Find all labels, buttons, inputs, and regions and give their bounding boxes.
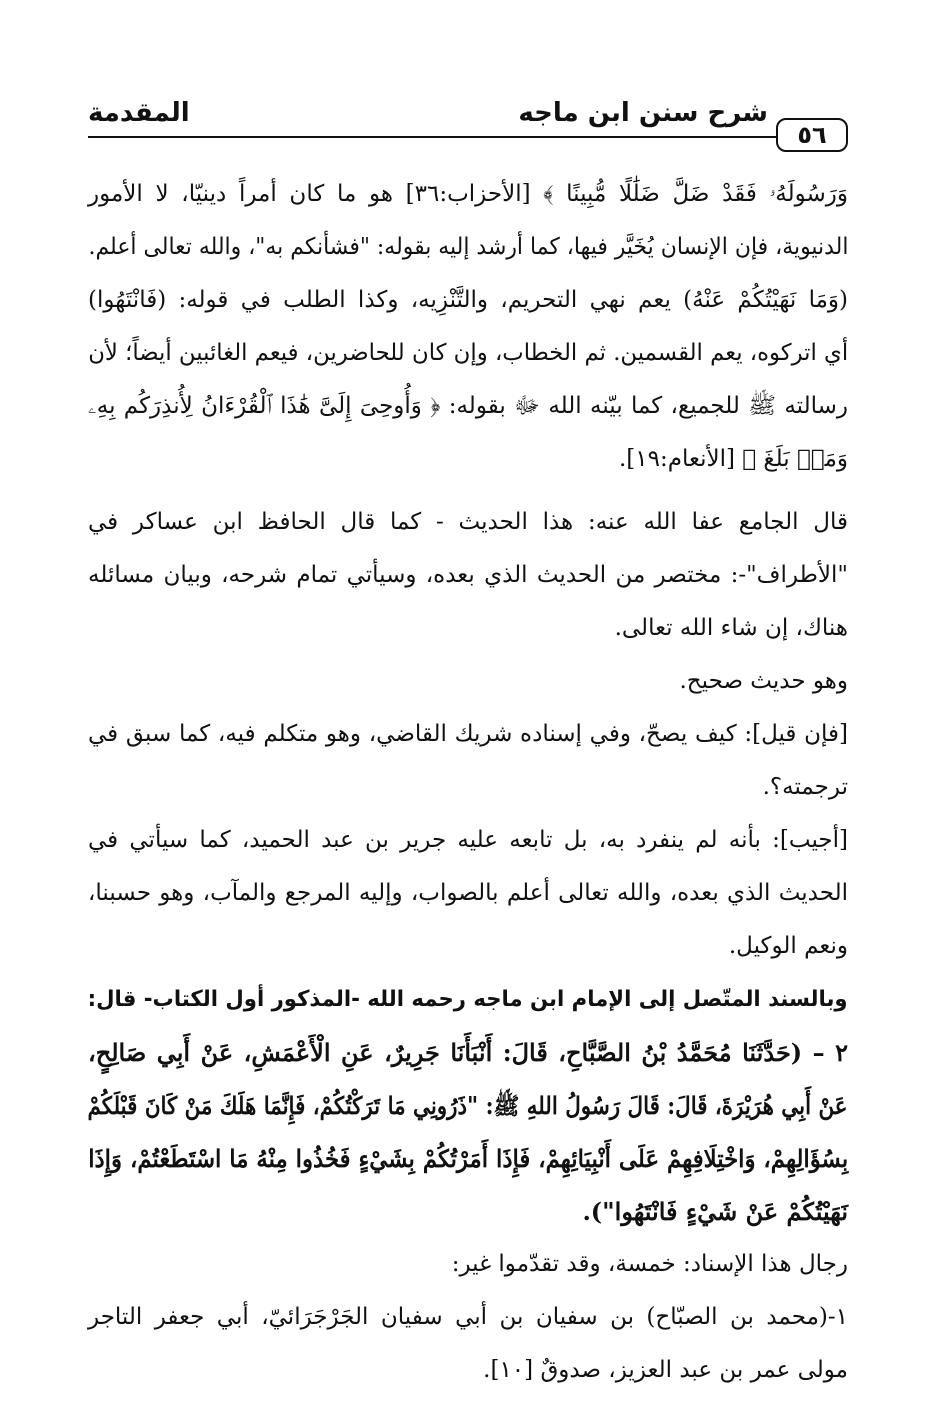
text-line: قال الجامع عفا الله عنه: هذا الحديث - كما قال الحافظ ابن عساكر في <box>88 509 848 535</box>
chain-heading: وبالسند المتّصل إلى الإمام ابن ماجه رحمه الله -المذكور أول الكتاب- قال: <box>88 987 848 1012</box>
text-line: مولى عمر بن عبد العزيز، صدوقٌ [١٠]. <box>483 1357 848 1383</box>
text-line: أي اتركوه، يعم القسمين. ثم الخطاب، وإن كان للحاضرين، فيعم الغائبين أيضاً؛ لأن <box>88 340 848 366</box>
text-line: (وَمَا نَهَيْتُكُمْ عَنْهُ) يعم نهي التحريم، والتَّنْزِيه، وكذا الطلب في قوله: (فَانْتَهُوا) <box>88 287 848 313</box>
text-line: هناك، إن شاء الله تعالى. <box>614 615 848 641</box>
hadith-line: بِسُؤَالِهِمْ، وَاخْتِلَافِهِمْ عَلَى أَنْبِيَائِهِمْ، فَإِذَا أَمَرْتُكُمْ بِشَيْءٍ فَخُذُوا مِنْهُ مَا اسْتَطَعْتُمْ، وَإِذَا <box>88 1144 848 1173</box>
running-title: شرح سنن ابن ماجه <box>518 98 768 128</box>
page-body <box>88 168 848 1397</box>
hadith-line: نَهَيْتُكُمْ عَنْ شَيْءٍ فَانْتَهُوا"). <box>582 1197 848 1226</box>
text-line: ١-(محمد بن الصبّاح) بن سفيان بن أبي سفيان الجَرْجَرَائيّ، أبي جعفر التاجر <box>88 1304 848 1330</box>
text-line: ترجمته؟. <box>762 774 848 800</box>
text-line: [أجيب]: بأنه لم ينفرد به، بل تابعه عليه جرير بن عبد الحميد، كما سيأتي في <box>88 827 848 853</box>
text-line: وهو حديث صحيح. <box>679 668 848 694</box>
text-line: [فإن قيل]: كيف يصحّ، وفي إسناده شريك القاضي، وهو متكلم فيه، كما سبق في <box>88 721 848 747</box>
header-rule <box>88 136 778 138</box>
section-title: المقدمة <box>88 98 190 128</box>
narrators-heading: رجال هذا الإسناد: خمسة، وقد تقدّموا غير: <box>451 1251 848 1277</box>
text-line: ونعم الوكيل. <box>728 933 848 959</box>
text-line: الحديث الذي بعده، والله تعالى أعلم بالصواب، وإليه المرجع والمآب، وهو حسبنا، <box>88 880 848 906</box>
text-line: الدنيوية، فإن الإنسان يُخَيَّر فيها، كما أرشد إليه بقوله: "فشأنكم به"، والله تعالى أعلم. <box>88 234 848 260</box>
hadith-line: عَنْ أَبِي هُرَيْرَةَ، قَالَ: قَالَ رَسُولُ اللهِ ﷺ: "ذَرُونِي مَا تَرَكْتُكُمْ، فَإِنَّمَا هَلَكَ مَنْ كَانَ قَبْلَكُمْ <box>88 1091 848 1120</box>
text-line: رسالته ﷺ للجميع، كما بيّنه الله ﷻ بقوله: ﴿ وَأُوحِىَ إِلَىَّ هَٰذَا ٱلْقُرْءَانُ لِأُنذِرَكُم بِهِۦ <box>88 393 848 419</box>
text-line: وَرَسُولَهُۥ فَقَدْ ضَلَّ ضَلَٰلًا مُّبِينًا ﴾ [الأحزاب:٣٦] هو ما كان أمراً دينيّا، لا الأمور <box>88 181 848 207</box>
page-header <box>88 98 848 150</box>
text-line: "الأطراف"-: مختصر من الحديث الذي بعده، وسيأتي تمام شرحه، وبيان مسائله <box>88 562 848 588</box>
hadith-line: ٢ – (حَدَّثَنَا مُحَمَّدُ بْنُ الصَّبَّاحِ، قَالَ: أَنْبَأَنَا جَرِيرٌ، عَنِ الْأَعْمَشِ، عَنْ أَبِي صَالِحٍ، <box>88 1038 848 1067</box>
page-number: ٥٦ <box>776 118 848 152</box>
text-line: وَمَنۢ بَلَغَ ﴾ [الأنعام:١٩]. <box>618 446 848 472</box>
